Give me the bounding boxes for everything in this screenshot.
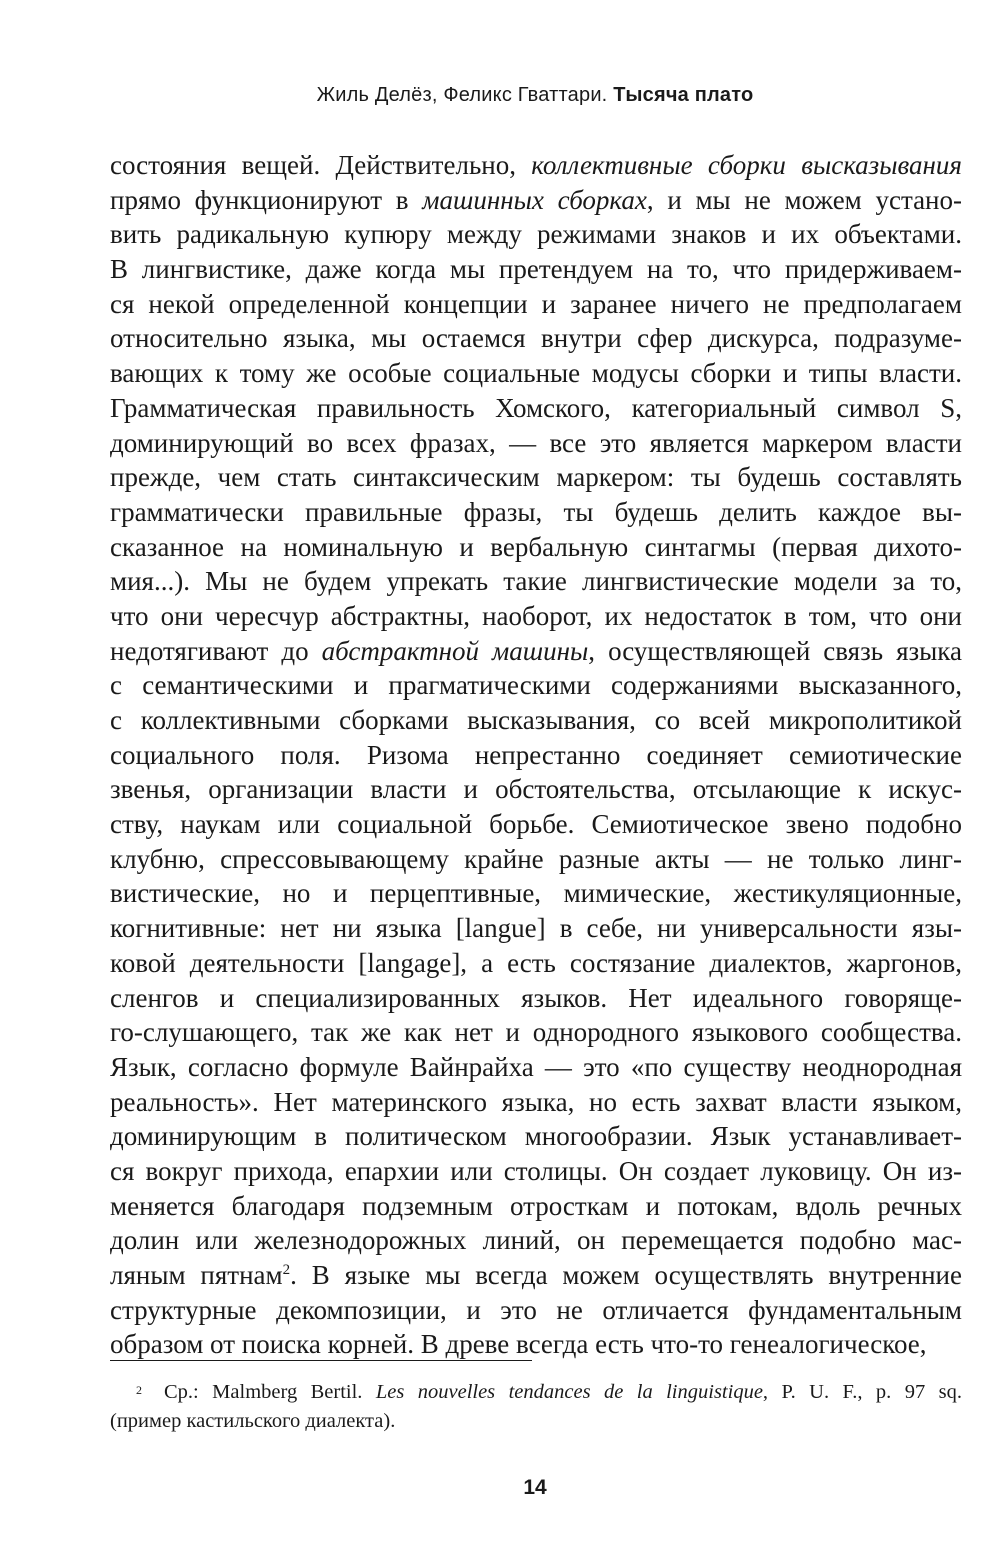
text-line: с семантическими и прагматическими содержаниями высказанного, <box>110 670 962 701</box>
text-line: ся вокруг прихода, епархии или столицы. Он создает луковицу. Он из- <box>110 1155 962 1186</box>
text-line: вистические, но и перцептивные, мимические, жестикуляционные, <box>110 878 962 909</box>
text-line: вающих к тому же особые социальные модусы сборки и типы власти. <box>110 358 962 389</box>
footnote-reference[interactable]: 2 <box>282 1262 291 1278</box>
footnote <box>110 1378 962 1436</box>
text-line: долин или железнодорожных линий, он перемещается подобно мас- <box>110 1225 962 1256</box>
text-line: когнитивные: нет ни языка [langue] в себе, ни универсальности язы- <box>110 913 962 944</box>
text-line: грамматически правильные фразы, ты будешь делить каждое вы- <box>110 496 962 527</box>
text-line: В лингвистике, даже когда мы претендуем на то, что придерживаем- <box>110 254 962 285</box>
footnote-cited-title: Les nouvelles tendances de la linguistique <box>375 1381 763 1403</box>
text-line: сленгов и специализированных языков. Нет идеального говоряще- <box>110 982 962 1013</box>
footnote-line: (пример кастильского диалекта). <box>110 1410 396 1432</box>
text-line: с коллективными сборками высказывания, со всей микрополитикой <box>110 705 962 735</box>
text-line: что они чересчур абстрактны, наоборот, их недостаток в том, что они <box>110 600 962 631</box>
text-line: мия...). Мы не будем упрекать такие лингвистические модели за то, <box>110 566 962 597</box>
text-line: прямо функционируют в машинных сборках, и мы не можем устано- <box>110 184 962 215</box>
text-line: образом от поиска корней. В древе всегда есть что-то генеалогическое, <box>110 1329 927 1360</box>
text-line: клубню, спрессовывающему крайне разные акты — не только линг- <box>110 843 962 874</box>
text-line: доминирующим в политическом многообразии. Язык устанавливает- <box>110 1121 962 1152</box>
text-line: Грамматическая правильность Хомского, категориальный символ S, <box>110 392 962 423</box>
text-line: прежде, чем стать синтаксическим маркером: ты будешь составлять <box>110 462 962 493</box>
page-number: 14 <box>523 1476 547 1499</box>
running-head-book-title: Тысяча плато <box>613 84 754 106</box>
text-line: недотягивают до абстрактной машины, осуществляющей связь языка <box>110 635 962 666</box>
main-text <box>110 148 962 1362</box>
text-line: меняется благодаря подземным отросткам и потокам, вдоль речных <box>110 1190 962 1221</box>
footnote-mark: 2 <box>136 1383 142 1397</box>
text-line: социального поля. Ризома непрестанно соединяет семиотические <box>110 739 962 770</box>
text-line: относительно языка, мы остаемся внутри сфер дискурса, подразуме- <box>110 323 962 354</box>
text-line: состояния вещей. Действительно, коллективные сборки высказывания <box>110 150 962 180</box>
text-line: ся некой определенной концепции и заранее ничего не предполагаем <box>110 288 962 319</box>
text-line: вить радикальную купюру между режимами знаков и их объектами. <box>110 219 962 250</box>
text-line: звенья, организации власти и обстоятельства, отсылающие к искус- <box>110 774 962 805</box>
text-line: ству, наукам или социальной борьбе. Семиотическое звено подобно <box>110 809 962 840</box>
text-line: сказанное на номинальную и вербальную синтагмы (первая дихото- <box>110 531 962 562</box>
footnote-line: $^2$ Ср.: Malmberg Bertil. Les nouvelles tendances de la linguistique, P. U. F., p. 97 sq. <box>110 1378 962 1407</box>
footnote-divider <box>110 1360 532 1361</box>
text-line: Язык, согласно формуле Вайнрайха — это «по существу неоднородная <box>110 1051 962 1082</box>
text-line: ковой деятельности [langage], а есть состязание диалектов, жаргонов, <box>110 947 962 978</box>
text-line: го-слушающего, так же как нет и однородного языкового сообщества. <box>110 1017 962 1048</box>
text-line: ляным пятнам$^2$. В языке мы всегда можем осуществлять внутренние <box>110 1260 962 1290</box>
running-head-authors: Жиль Делёз, Феликс Гваттари. <box>316 84 608 106</box>
text-line: реальность». Нет материнского языка, но есть захват власти языком, <box>110 1086 962 1117</box>
text-line: доминирующий во всех фразах, — все это является маркером власти <box>110 427 962 458</box>
text-line: структурные декомпозиции, и это не отличается фундаментальным <box>110 1294 962 1325</box>
running-head <box>0 84 1000 107</box>
